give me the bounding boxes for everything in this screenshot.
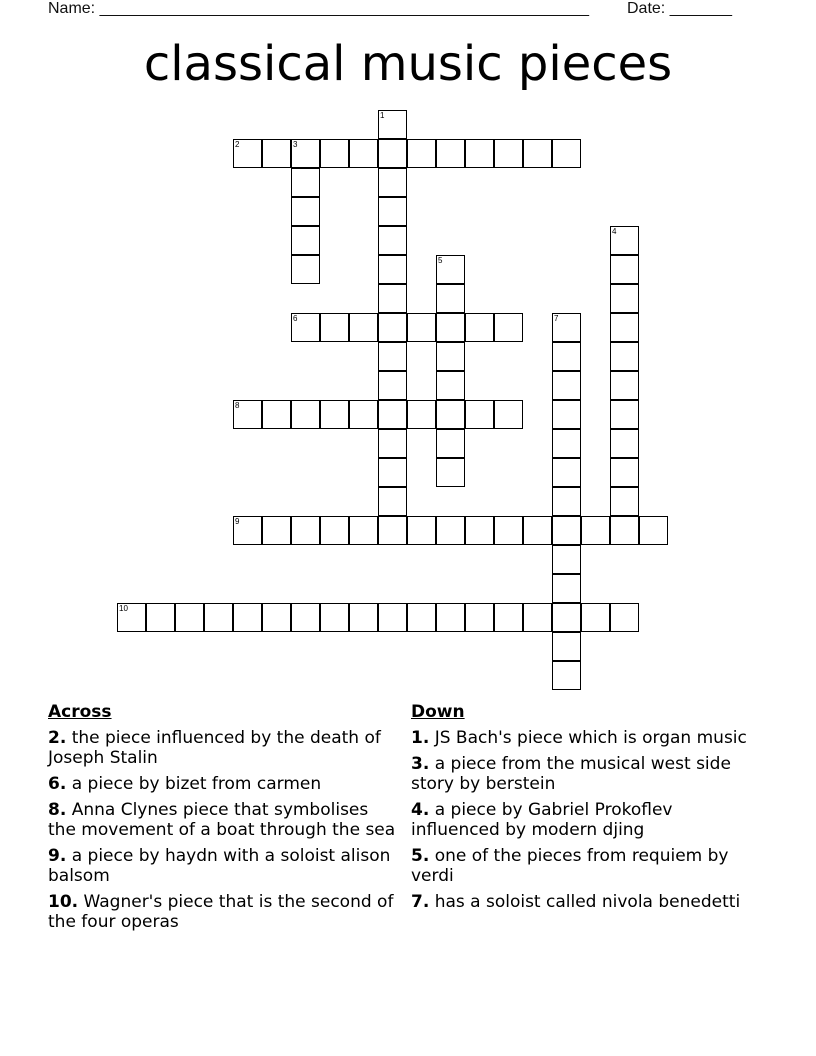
grid-cell[interactable] — [378, 342, 407, 371]
grid-cell[interactable] — [523, 516, 552, 545]
grid-cell[interactable] — [378, 139, 407, 168]
grid-cell[interactable] — [378, 226, 407, 255]
grid-cell[interactable] — [436, 255, 465, 284]
grid-cell[interactable] — [378, 400, 407, 429]
cell-number: 2 — [235, 140, 240, 149]
grid-cell[interactable] — [349, 139, 378, 168]
grid-cell[interactable] — [523, 603, 552, 632]
down-clue-7 — [411, 892, 751, 912]
grid-cell[interactable] — [378, 458, 407, 487]
grid-cell[interactable] — [552, 487, 581, 516]
grid-cell[interactable] — [552, 342, 581, 371]
grid-cell[interactable] — [378, 429, 407, 458]
clue-number: 9. — [48, 846, 67, 866]
grid-cell[interactable] — [610, 429, 639, 458]
grid-cell[interactable] — [494, 400, 523, 429]
grid-cell[interactable] — [436, 342, 465, 371]
cell-number: 7 — [554, 314, 559, 323]
grid-cell[interactable] — [494, 139, 523, 168]
down-clues — [411, 700, 751, 918]
grid-cell[interactable] — [349, 603, 378, 632]
clue-text: one of the pieces from requiem by verdi — [411, 846, 729, 886]
grid-cell[interactable] — [552, 574, 581, 603]
name-field-label[interactable]: Name: _______________________________________________________ — [48, 0, 589, 17]
grid-cell[interactable] — [436, 400, 465, 429]
grid-cell[interactable] — [378, 197, 407, 226]
clue-number: 8. — [48, 800, 67, 820]
grid-cell[interactable] — [204, 603, 233, 632]
grid-cell[interactable] — [262, 516, 291, 545]
cell-number: 9 — [235, 517, 240, 526]
down-clue-5 — [411, 846, 751, 886]
grid-cell[interactable] — [552, 603, 581, 632]
down-heading: Down — [411, 702, 465, 722]
grid-cell[interactable] — [436, 429, 465, 458]
grid-cell[interactable] — [436, 371, 465, 400]
grid-cell[interactable] — [436, 313, 465, 342]
clue-number: 10. — [48, 892, 79, 912]
across-clue-6 — [48, 774, 398, 794]
down-clue-3 — [411, 754, 751, 794]
cell-number: 8 — [235, 401, 240, 410]
grid-cell[interactable] — [465, 313, 494, 342]
grid-cell[interactable] — [291, 313, 320, 342]
grid-cell[interactable] — [436, 139, 465, 168]
grid-cell[interactable] — [378, 371, 407, 400]
grid-cell[interactable] — [610, 487, 639, 516]
grid-cell[interactable] — [407, 400, 436, 429]
grid-cell[interactable] — [291, 139, 320, 168]
grid-cell[interactable] — [610, 255, 639, 284]
grid-cell[interactable] — [552, 429, 581, 458]
grid-cell[interactable] — [552, 458, 581, 487]
down-clue-4 — [411, 800, 751, 840]
grid-cell[interactable] — [610, 400, 639, 429]
down-clue-1 — [411, 728, 751, 748]
clue-text: has a soloist called nivola benedetti — [429, 892, 741, 912]
clue-text: a piece from the musical west side story by berstein — [411, 754, 731, 794]
grid-cell[interactable] — [117, 603, 146, 632]
grid-cell[interactable] — [233, 516, 262, 545]
clue-text: Anna Clynes piece that symbolises the movement of a boat through the sea — [48, 800, 396, 840]
grid-cell[interactable] — [465, 139, 494, 168]
cell-number: 5 — [438, 256, 443, 265]
date-field-label[interactable]: Date: _______ — [627, 0, 732, 17]
grid-cell[interactable] — [262, 139, 291, 168]
grid-cell[interactable] — [378, 168, 407, 197]
clue-number: 4. — [411, 800, 430, 820]
grid-cell[interactable] — [320, 516, 349, 545]
cell-number: 3 — [293, 140, 298, 149]
grid-cell[interactable] — [610, 342, 639, 371]
grid-cell[interactable] — [552, 545, 581, 574]
across-heading: Across — [48, 702, 112, 722]
across-clue-9 — [48, 846, 398, 886]
grid-cell[interactable] — [552, 632, 581, 661]
grid-cell[interactable] — [465, 400, 494, 429]
cell-number: 4 — [612, 227, 617, 236]
grid-cell[interactable] — [262, 603, 291, 632]
grid-cell[interactable] — [610, 226, 639, 255]
grid-cell[interactable] — [233, 603, 262, 632]
grid-cell[interactable] — [320, 313, 349, 342]
clue-text: the piece influenced by the death of Joseph Stalin — [48, 728, 381, 768]
clue-text: JS Bach's piece which is organ music — [429, 728, 747, 748]
grid-cell[interactable] — [291, 168, 320, 197]
grid-cell[interactable] — [465, 516, 494, 545]
grid-cell[interactable] — [552, 139, 581, 168]
grid-cell[interactable] — [494, 313, 523, 342]
grid-cell[interactable] — [233, 400, 262, 429]
grid-cell[interactable] — [320, 603, 349, 632]
clue-text: Wagner's piece that is the second of the four operas — [48, 892, 394, 932]
clue-number: 5. — [411, 846, 430, 866]
grid-cell[interactable] — [494, 603, 523, 632]
puzzle-title: classical music pieces — [143, 36, 673, 92]
grid-cell[interactable] — [639, 516, 668, 545]
grid-cell[interactable] — [552, 661, 581, 690]
across-clues — [48, 700, 398, 938]
grid-cell[interactable] — [494, 516, 523, 545]
grid-cell[interactable] — [146, 603, 175, 632]
grid-cell[interactable] — [349, 313, 378, 342]
grid-cell[interactable] — [349, 516, 378, 545]
grid-cell[interactable] — [581, 603, 610, 632]
cell-number: 1 — [380, 111, 385, 120]
across-clue-10 — [48, 892, 398, 932]
grid-cell[interactable] — [407, 603, 436, 632]
grid-cell[interactable] — [378, 110, 407, 139]
grid-cell[interactable] — [378, 284, 407, 313]
clue-number: 2. — [48, 728, 67, 748]
grid-cell[interactable] — [378, 255, 407, 284]
grid-cell[interactable] — [610, 371, 639, 400]
grid-cell[interactable] — [320, 400, 349, 429]
grid-cell[interactable] — [407, 313, 436, 342]
clue-number: 3. — [411, 754, 430, 774]
grid-cell[interactable] — [523, 139, 552, 168]
clue-number: 1. — [411, 728, 430, 748]
grid-cell[interactable] — [552, 400, 581, 429]
clue-number: 6. — [48, 774, 67, 794]
grid-cell[interactable] — [552, 516, 581, 545]
grid-cell[interactable] — [378, 313, 407, 342]
grid-cell[interactable] — [378, 516, 407, 545]
grid-cell[interactable] — [175, 603, 204, 632]
grid-cell[interactable] — [291, 197, 320, 226]
grid-cell[interactable] — [291, 603, 320, 632]
grid-cell[interactable] — [233, 139, 262, 168]
grid-cell[interactable] — [378, 487, 407, 516]
grid-cell[interactable] — [610, 313, 639, 342]
grid-cell[interactable] — [320, 139, 349, 168]
grid-cell[interactable] — [291, 226, 320, 255]
grid-cell[interactable] — [465, 603, 494, 632]
clue-number: 7. — [411, 892, 430, 912]
grid-cell[interactable] — [610, 284, 639, 313]
grid-cell[interactable] — [407, 139, 436, 168]
cell-number: 6 — [293, 314, 298, 323]
cell-number: 10 — [119, 604, 128, 613]
clue-text: a piece by haydn with a soloist alison balsom — [48, 846, 391, 886]
grid-cell[interactable] — [436, 603, 465, 632]
grid-cell[interactable] — [349, 400, 378, 429]
across-clue-8 — [48, 800, 398, 840]
grid-cell[interactable] — [407, 516, 436, 545]
grid-cell[interactable] — [262, 400, 291, 429]
across-clue-2 — [48, 728, 398, 768]
grid-cell[interactable] — [610, 603, 639, 632]
grid-cell[interactable] — [291, 400, 320, 429]
grid-cell[interactable] — [436, 458, 465, 487]
grid-cell[interactable] — [291, 255, 320, 284]
grid-cell[interactable] — [581, 516, 610, 545]
grid-cell[interactable] — [436, 284, 465, 313]
grid-cell[interactable] — [552, 313, 581, 342]
grid-cell[interactable] — [610, 516, 639, 545]
grid-cell[interactable] — [291, 516, 320, 545]
clue-text: a piece by bizet from carmen — [66, 774, 322, 794]
grid-cell[interactable] — [436, 516, 465, 545]
grid-cell[interactable] — [378, 603, 407, 632]
grid-cell[interactable] — [552, 371, 581, 400]
clue-text: a piece by Gabriel Prokoflev influenced by modern djing — [411, 800, 673, 840]
grid-cell[interactable] — [610, 458, 639, 487]
